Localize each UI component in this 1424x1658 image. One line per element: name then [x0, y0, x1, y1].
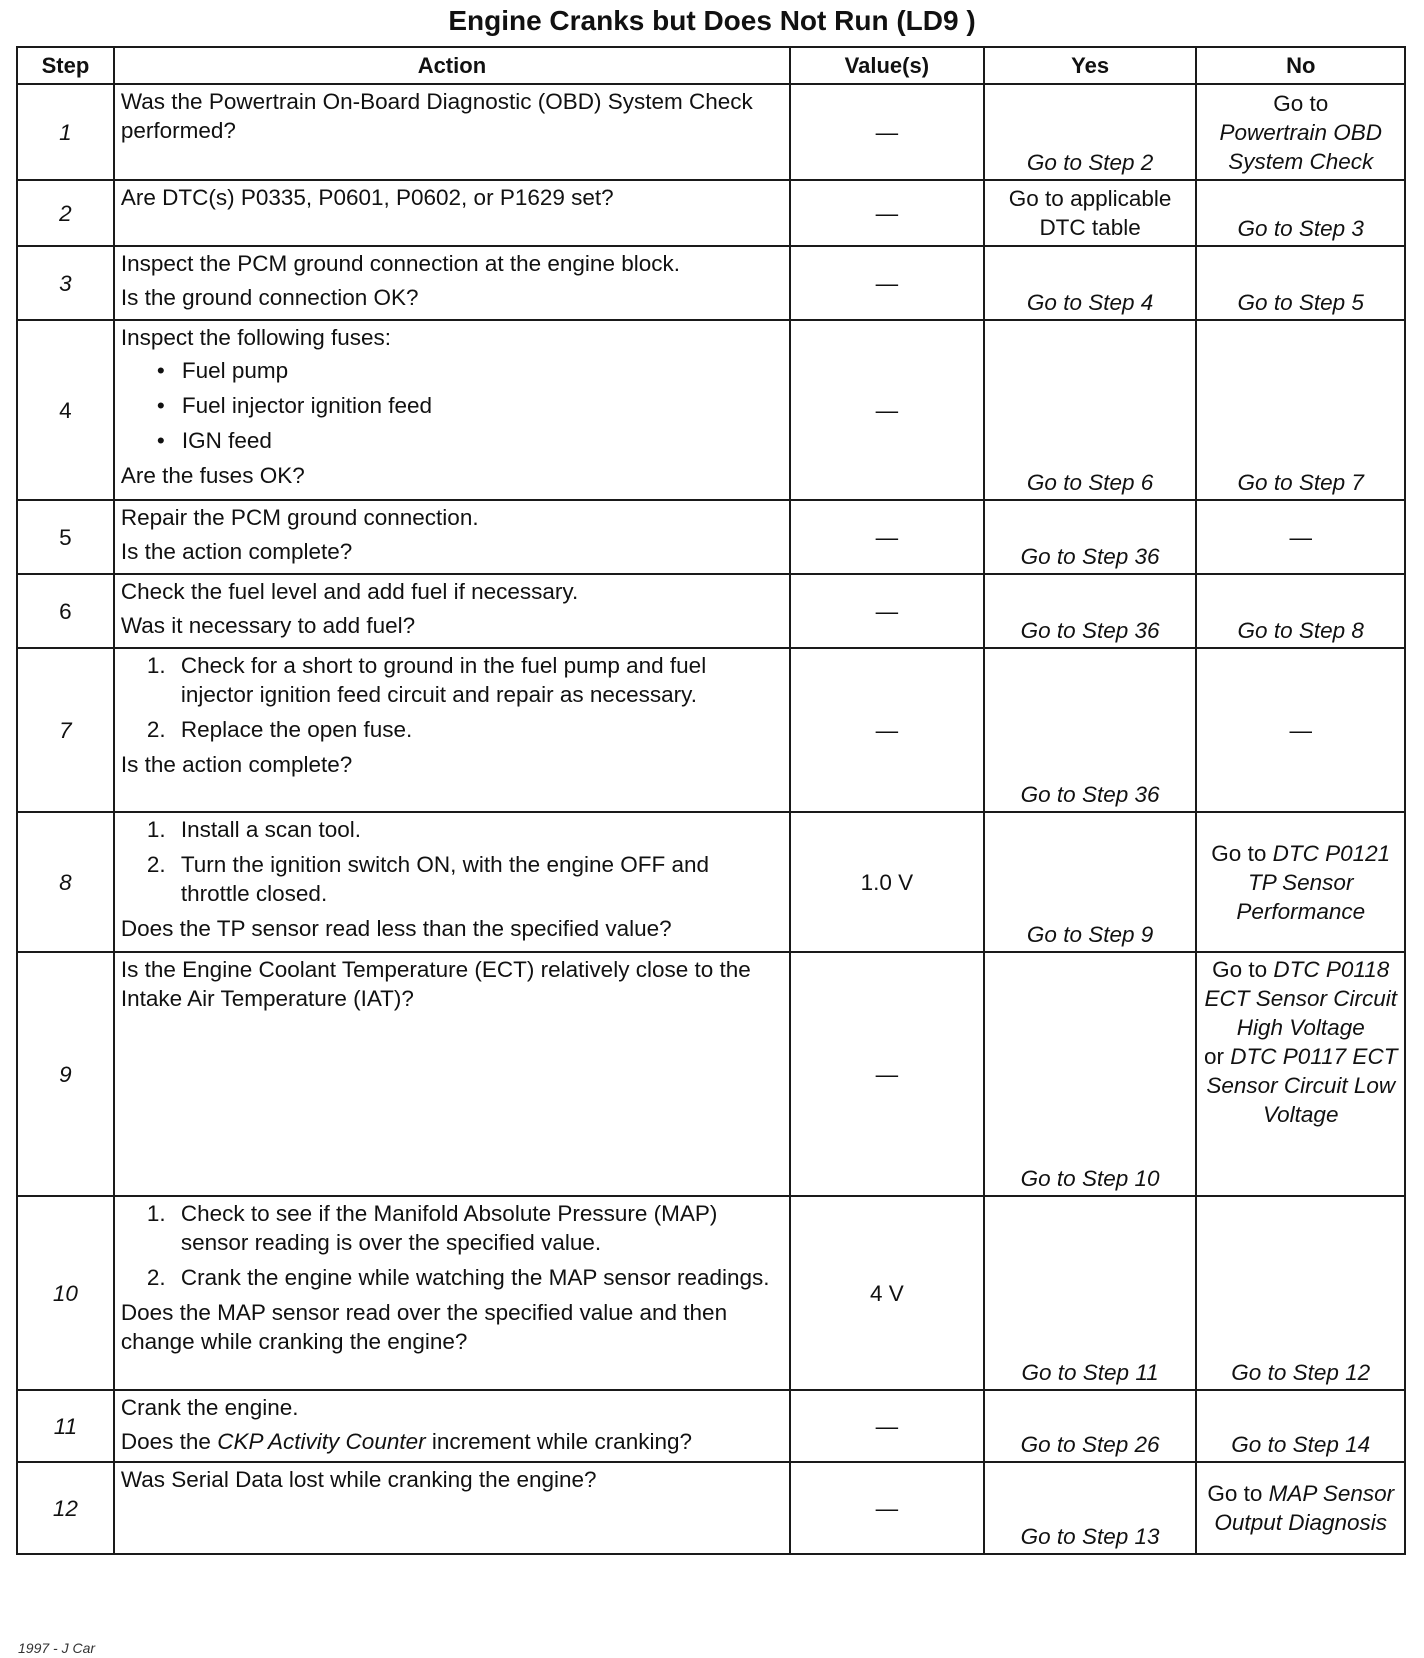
action-cell: [114, 574, 790, 648]
action-instruction: Check the fuel level and add fuel if necessary.: [120, 579, 579, 604]
no-link[interactable]: Powertrain OBD System Check: [1219, 119, 1382, 174]
yes-link[interactable]: Go to Step 9: [984, 812, 1197, 952]
action-question: Was it necessary to add fuel?: [120, 613, 416, 638]
list-item-text: Check to see if the Manifold Absolute Pressure (MAP) sensor reading is over the specified value.: [180, 1201, 718, 1255]
header-step: Step: [17, 47, 114, 84]
value-cell: —: [790, 500, 984, 574]
action-question: Does the TP sensor read less than the specified value?: [120, 916, 672, 941]
numbered-steps: [121, 651, 783, 744]
action-question: Are DTC(s) P0335, P0601, P0602, or P1629 set?: [120, 185, 614, 210]
action-cell: [114, 246, 790, 320]
yes-link[interactable]: Go to Step 6: [984, 320, 1197, 500]
table-row: [17, 246, 1405, 320]
fuse-list: [121, 356, 783, 455]
action-question: Is the action complete?: [120, 752, 353, 777]
no-link[interactable]: Go to Step 14: [1196, 1390, 1405, 1462]
list-item: 1. Check for a short to ground in the fuel pump and fuel injector ignition feed circuit and repair as necessary.: [146, 653, 707, 707]
step-number: 5: [17, 500, 114, 574]
step-number: 12: [17, 1462, 114, 1554]
value-cell: —: [790, 648, 984, 812]
yes-link[interactable]: Go to Step 36: [984, 648, 1197, 812]
step-number: 6: [17, 574, 114, 648]
no-link[interactable]: DTC P0121 TP Sensor Performance: [1236, 840, 1391, 924]
no-link-alt[interactable]: DTC P0117 ECT Sensor Circuit Low Voltage: [1206, 1044, 1398, 1127]
list-item: 2. Turn the ignition switch ON, with the engine OFF and throttle closed.: [146, 852, 710, 906]
question-suffix: increment while cranking?: [431, 1429, 692, 1454]
no-cell: —: [1196, 648, 1405, 812]
yes-link[interactable]: Go to Step 11: [984, 1196, 1197, 1390]
action-question: Is the Engine Coolant Temperature (ECT) relatively close to the Intake Air Temperature (IAT)?: [120, 957, 751, 1011]
no-link[interactable]: DTC P0118 ECT Sensor Circuit High Voltage: [1204, 957, 1397, 1040]
action-question: [121, 1429, 692, 1454]
action-cell: [114, 320, 790, 500]
no-link[interactable]: Go to Step 7: [1196, 320, 1405, 500]
action-cell: [114, 500, 790, 574]
question-prefix: Does the: [120, 1429, 211, 1454]
header-yes: Yes: [984, 47, 1197, 84]
list-item-text: Install a scan tool.: [180, 817, 361, 842]
table-row: [17, 320, 1405, 500]
no-prefix: Go to: [1212, 957, 1268, 982]
list-item: 1. Install a scan tool.: [146, 817, 361, 842]
no-link[interactable]: Go to Step 8: [1196, 574, 1405, 648]
step-number: 11: [17, 1390, 114, 1462]
action-cell: [114, 812, 790, 952]
value-cell: —: [790, 952, 984, 1196]
ckp-activity-counter-term: CKP Activity Counter: [217, 1429, 426, 1454]
no-cell: —: [1196, 500, 1405, 574]
value-cell: —: [790, 320, 984, 500]
no-cell: [1196, 812, 1405, 952]
value-cell: —: [790, 246, 984, 320]
no-prefix: Go to: [1207, 1481, 1263, 1506]
no-link[interactable]: Go to Step 3: [1196, 180, 1405, 246]
list-item-text: Check for a short to ground in the fuel pump and fuel injector ignition feed circuit and repair as necessary.: [180, 653, 707, 707]
table-row: [17, 84, 1405, 180]
step-number: 9: [17, 952, 114, 1196]
table-header-row: [17, 47, 1405, 84]
value-cell: —: [790, 1390, 984, 1462]
diagnostic-table: [16, 46, 1406, 1555]
action-instruction: Inspect the PCM ground connection at the engine block.: [120, 251, 680, 276]
numbered-steps: [121, 1199, 783, 1292]
list-item: 2. Replace the open fuse.: [146, 717, 413, 742]
yes-link[interactable]: Go to Step 36: [984, 500, 1197, 574]
no-cell: [1196, 84, 1405, 180]
header-values: Value(s): [790, 47, 984, 84]
list-item: • Fuel injector ignition feed: [157, 391, 783, 420]
no-link[interactable]: Go to Step 12: [1196, 1196, 1405, 1390]
numbered-steps: [121, 815, 783, 908]
list-item-text: Replace the open fuse.: [180, 717, 413, 742]
table-row: [17, 180, 1405, 246]
no-or: or: [1204, 1044, 1225, 1069]
value-cell: —: [790, 1462, 984, 1554]
action-cell: [114, 180, 790, 246]
table-row: [17, 1462, 1405, 1554]
action-instruction: Inspect the following fuses:: [120, 325, 392, 350]
action-cell: [114, 1196, 790, 1390]
list-item: • IGN feed: [157, 426, 783, 455]
step-number: 8: [17, 812, 114, 952]
step-number: 10: [17, 1196, 114, 1390]
table-row: [17, 500, 1405, 574]
value-cell: —: [790, 84, 984, 180]
table-row: [17, 648, 1405, 812]
action-question: Is the action complete?: [120, 539, 353, 564]
action-question: Is the ground connection OK?: [120, 285, 419, 310]
table-row: [17, 952, 1405, 1196]
yes-link[interactable]: Go to Step 2: [984, 84, 1197, 180]
yes-link[interactable]: Go to Step 10: [984, 952, 1197, 1196]
step-number: 7: [17, 648, 114, 812]
value-cell: —: [790, 574, 984, 648]
action-cell: [114, 648, 790, 812]
table-row: [17, 574, 1405, 648]
action-cell: [114, 84, 790, 180]
yes-link[interactable]: Go to Step 36: [984, 574, 1197, 648]
list-item: 1. Check to see if the Manifold Absolute Pressure (MAP) sensor reading is over the specified value.: [146, 1201, 718, 1255]
action-cell: [114, 952, 790, 1196]
yes-link[interactable]: Go to Step 4: [984, 246, 1197, 320]
action-instruction: Crank the engine.: [120, 1395, 299, 1420]
list-item-text: Turn the ignition switch ON, with the engine OFF and throttle closed.: [180, 852, 710, 906]
footer-text: 1997 - J Car: [18, 1640, 96, 1656]
no-prefix: Go to: [1211, 840, 1267, 866]
action-cell: [114, 1390, 790, 1462]
action-question: Are the fuses OK?: [120, 463, 305, 488]
step-number: 1: [17, 84, 114, 180]
value-cell: —: [790, 180, 984, 246]
action-question: Does the MAP sensor read over the specified value and then change while cranking the engine?: [120, 1300, 728, 1354]
no-cell: [1196, 952, 1405, 1196]
step-number: 3: [17, 246, 114, 320]
yes-link[interactable]: Go to applicable DTC table: [984, 180, 1197, 246]
step-number: 4: [17, 320, 114, 500]
table-row: [17, 1390, 1405, 1462]
value-cell: 4 V: [790, 1196, 984, 1390]
action-question: Was Serial Data lost while cranking the engine?: [120, 1467, 597, 1492]
table-row: [17, 812, 1405, 952]
action-question: Was the Powertrain On-Board Diagnostic (OBD) System Check performed?: [120, 89, 753, 143]
list-item: 2. Crank the engine while watching the MAP sensor readings.: [146, 1265, 770, 1290]
action-cell: [114, 1462, 790, 1554]
no-link[interactable]: Go to Step 5: [1196, 246, 1405, 320]
list-item: • Fuel pump: [157, 356, 783, 385]
list-item-text: Crank the engine while watching the MAP sensor readings.: [180, 1265, 770, 1290]
table-row: [17, 1196, 1405, 1390]
page-title: Engine Cranks but Does Not Run (LD9 ): [448, 5, 976, 36]
step-number: 2: [17, 180, 114, 246]
header-action: Action: [114, 47, 790, 84]
yes-link[interactable]: Go to Step 26: [984, 1390, 1197, 1462]
action-instruction: Repair the PCM ground connection.: [120, 505, 479, 530]
yes-link[interactable]: Go to Step 13: [984, 1462, 1197, 1554]
value-cell: 1.0 V: [790, 812, 984, 952]
no-link[interactable]: MAP Sensor Output Diagnosis: [1214, 1481, 1395, 1535]
header-no: No: [1196, 47, 1405, 84]
no-cell: [1196, 1462, 1405, 1554]
no-prefix: Go to: [1273, 90, 1329, 116]
